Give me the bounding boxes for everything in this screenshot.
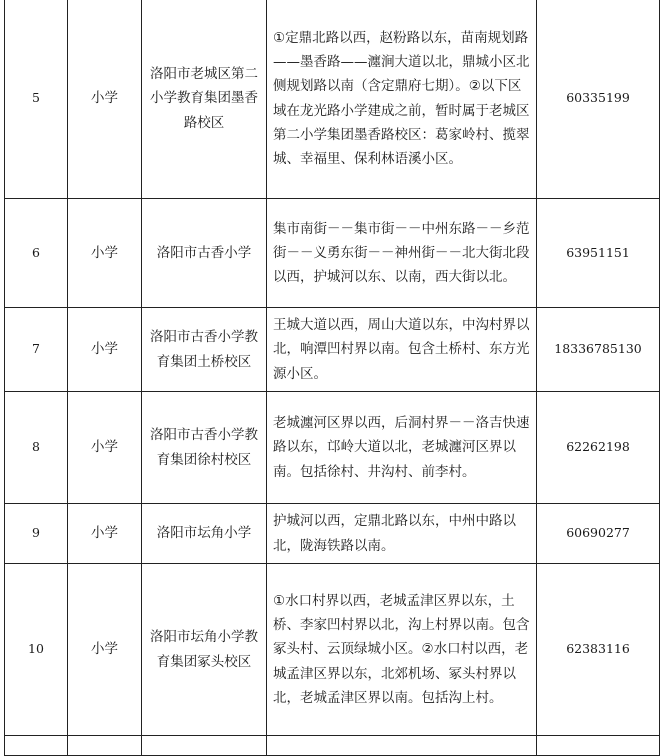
row-number: 8	[5, 392, 68, 504]
table-row	[5, 199, 660, 308]
table-row	[5, 504, 660, 564]
contact-phone: 62262198	[537, 392, 660, 504]
school-level: 小学	[68, 308, 142, 392]
school-level: 小学	[68, 0, 142, 199]
row-number: 6	[5, 199, 68, 308]
empty-cell	[68, 736, 142, 756]
table-row-partial	[5, 736, 660, 756]
school-level: 小学	[68, 199, 142, 308]
school-name: 洛阳市古香小学教育集团徐村校区	[142, 392, 267, 504]
school-name: 洛阳市坛角小学教育集团冢头校区	[142, 564, 267, 736]
school-level: 小学	[68, 564, 142, 736]
contact-phone: 62383116	[537, 564, 660, 736]
empty-cell	[267, 736, 537, 756]
table-row	[5, 308, 660, 392]
empty-cell	[537, 736, 660, 756]
district-area: ①水口村界以西，老城孟津区界以东，土桥、李家凹村界以北，沟上村界以南。包含冢头村、云顶绿城小区。②水口村以西，老城孟津区界以东，北郊机场、冢头村界以北，老城孟津区界以南。包括沟上村。	[267, 564, 537, 736]
table-row	[5, 392, 660, 504]
empty-cell	[142, 736, 267, 756]
table-row	[5, 0, 660, 199]
row-number: 9	[5, 504, 68, 564]
school-level: 小学	[68, 392, 142, 504]
row-number: 10	[5, 564, 68, 736]
school-district-table	[4, 0, 660, 756]
table-row	[5, 564, 660, 736]
contact-phone: 60690277	[537, 504, 660, 564]
school-name: 洛阳市古香小学教育集团土桥校区	[142, 308, 267, 392]
district-area: 护城河以西，定鼎北路以东，中州中路以北，陇海铁路以南。	[267, 504, 537, 564]
contact-phone: 60335199	[537, 0, 660, 199]
row-number: 5	[5, 0, 68, 199]
contact-phone: 18336785130	[537, 308, 660, 392]
row-number: 7	[5, 308, 68, 392]
empty-cell	[5, 736, 68, 756]
district-area: ①定鼎北路以西，赵粉路以东，苗南规划路——墨香路——瀍涧大道以北，鼎城小区北侧规划路以南（含定鼎府七期）。②以下区域在龙光路小学建成之前，暂时属于老城区第二小学集团墨香路校区：葛家岭村、揽翠城、幸福里、保利林语溪小区。	[267, 0, 537, 199]
school-name: 洛阳市老城区第二小学教育集团墨香路校区	[142, 0, 267, 199]
school-name: 洛阳市坛角小学	[142, 504, 267, 564]
district-area: 王城大道以西，周山大道以东，中沟村界以北，响潭凹村界以南。包含土桥村、东方光源小区。	[267, 308, 537, 392]
district-area: 集市南街－－集市街－－中州东路－－乡范街－－义勇东街－－神州街－－北大街北段以西，护城河以东、以南，西大街以北。	[267, 199, 537, 308]
district-area: 老城瀍河区界以西，后洞村界－－洛吉快速路以东，邙岭大道以北，老城瀍河区界以南。包括徐村、井沟村、前李村。	[267, 392, 537, 504]
school-name: 洛阳市古香小学	[142, 199, 267, 308]
contact-phone: 63951151	[537, 199, 660, 308]
school-level: 小学	[68, 504, 142, 564]
